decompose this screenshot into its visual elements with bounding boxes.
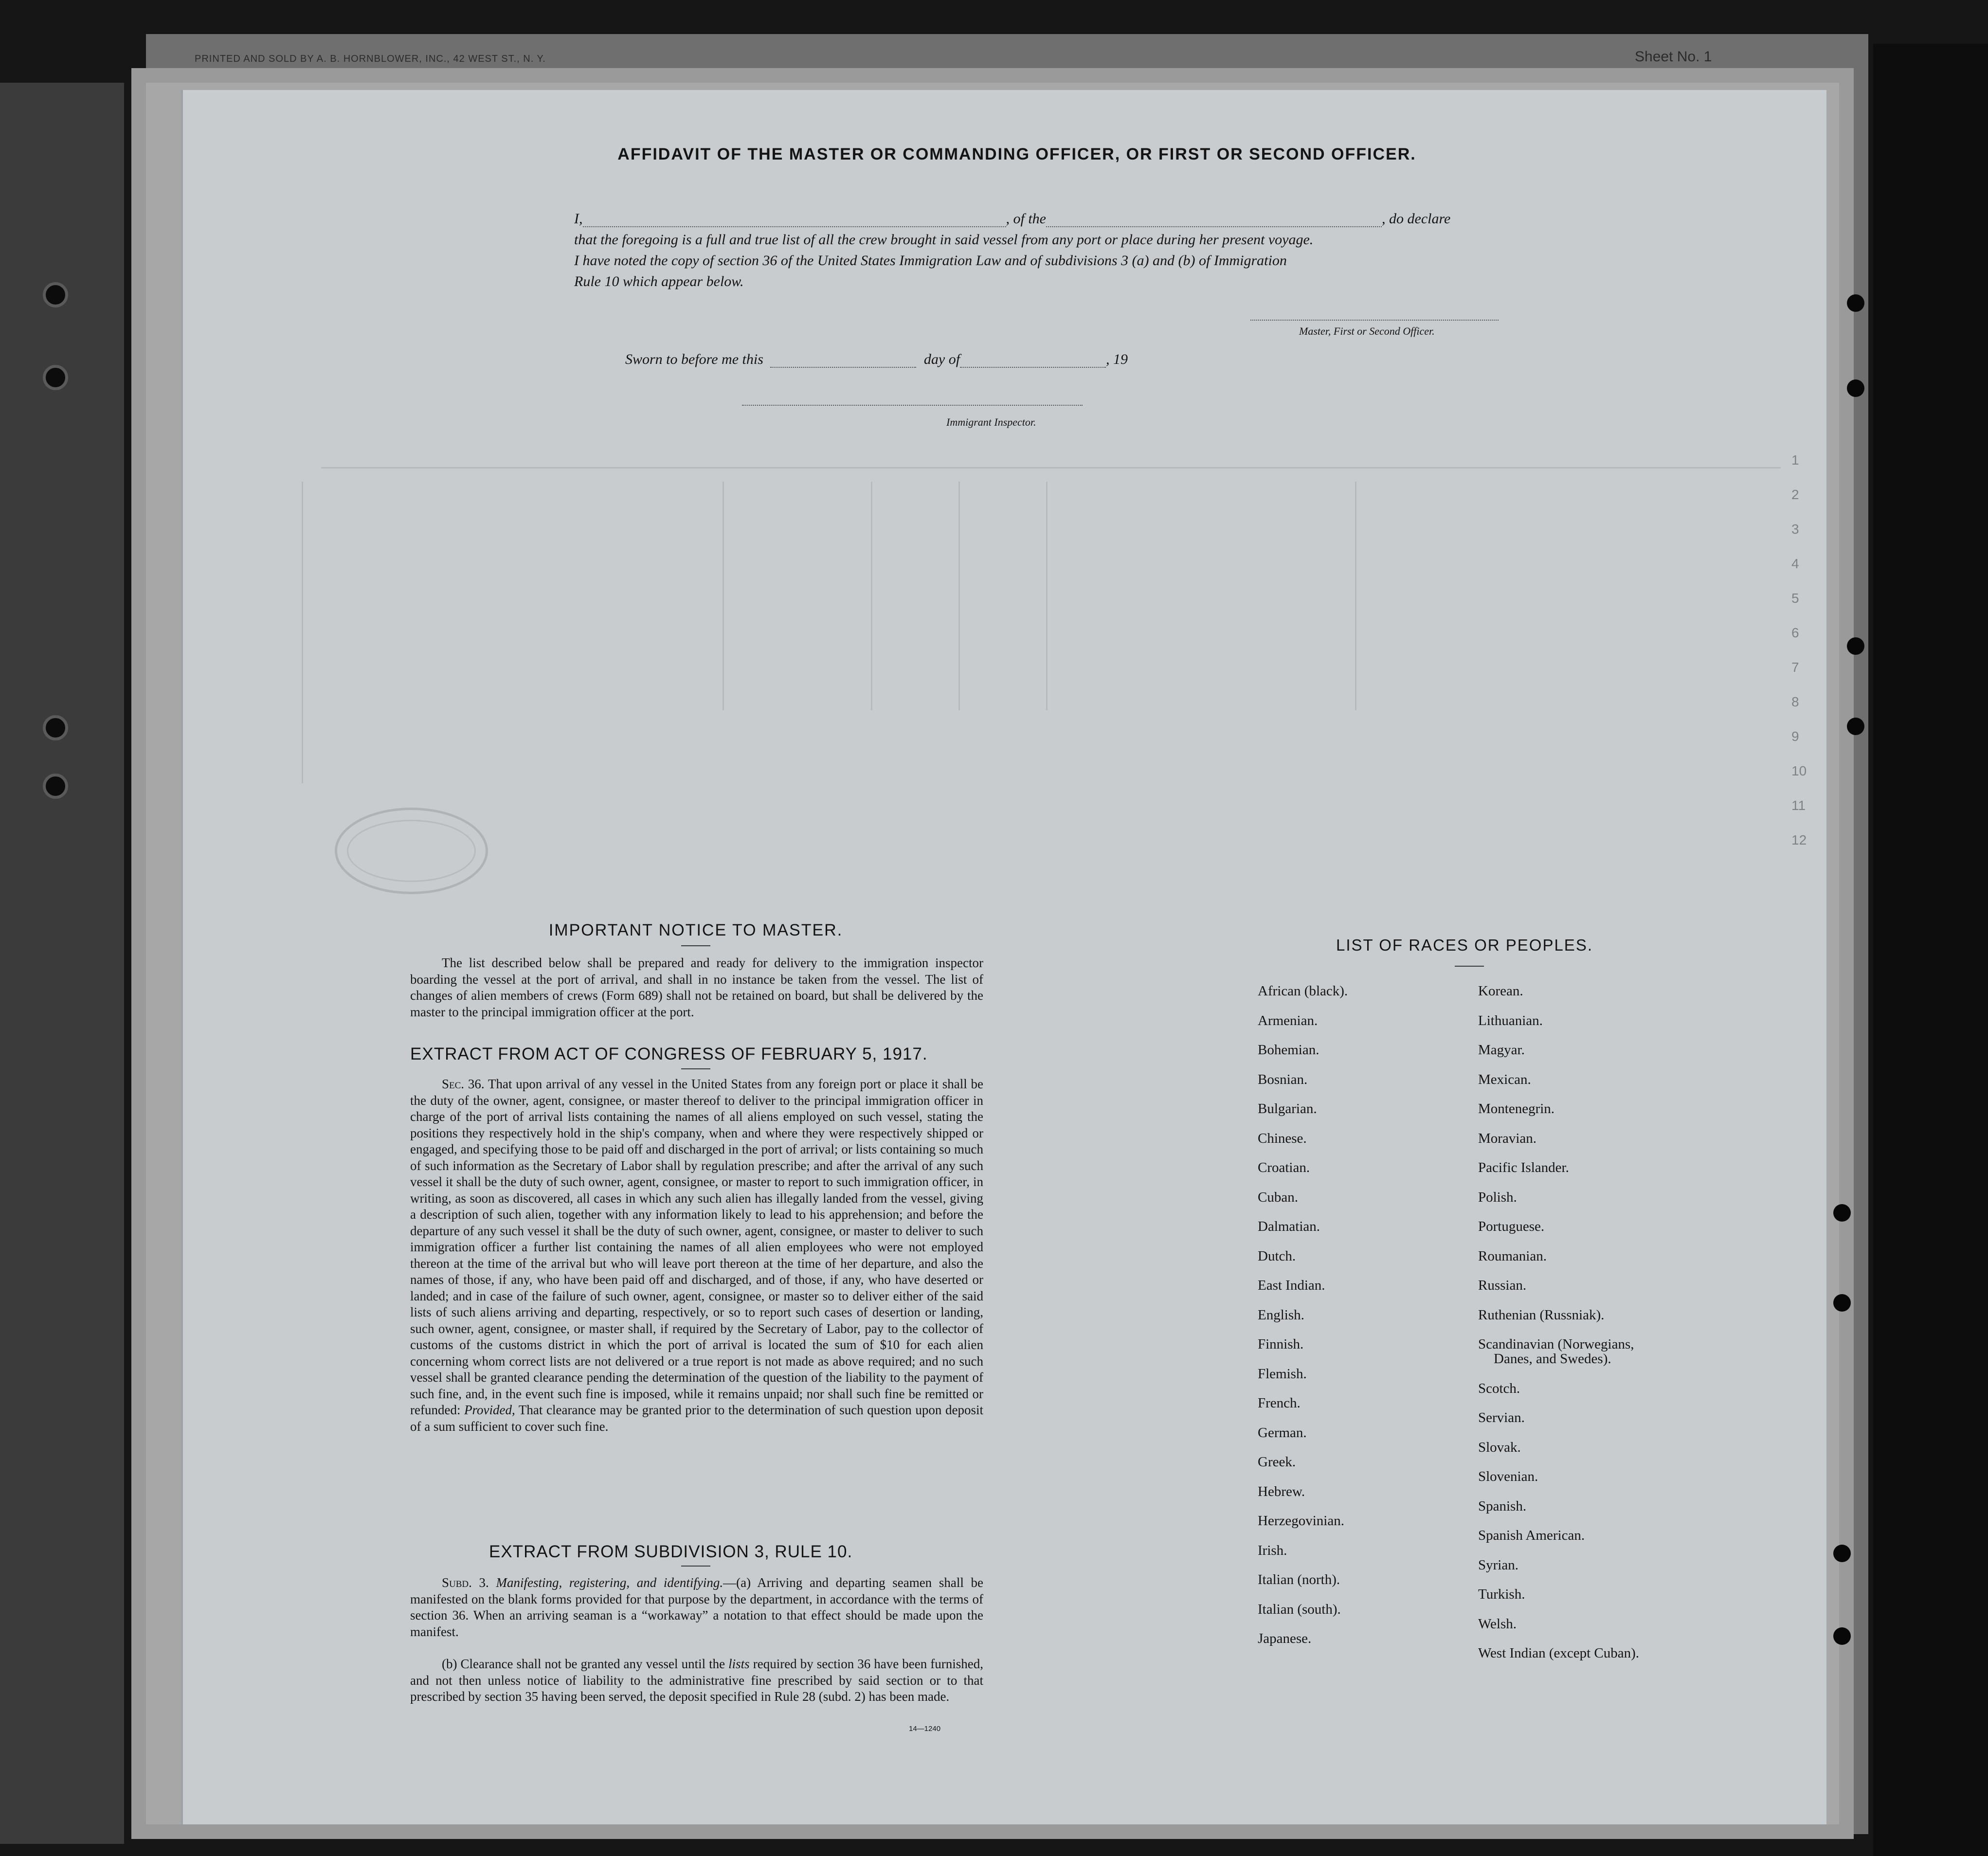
row-number: 11: [1791, 798, 1806, 813]
race-item: Montenegrin.: [1478, 1101, 1555, 1117]
row-number: 4: [1791, 556, 1799, 571]
race-item: Syrian.: [1478, 1557, 1518, 1573]
row-number: 8: [1791, 694, 1799, 709]
race-item: Turkish.: [1478, 1586, 1525, 1602]
race-item: Finnish.: [1258, 1336, 1304, 1352]
rule: [681, 1068, 710, 1069]
para-b-lists: lists: [728, 1657, 750, 1671]
row-number: 6: [1791, 625, 1799, 640]
race-item: Irish.: [1258, 1542, 1287, 1558]
sec-label: Sec. 36.: [442, 1077, 485, 1091]
affidavit-i: I,: [574, 211, 583, 227]
notice-body: The list described below shall be prepared and ready for delivery to the immigration inspector boarding the vessel at the port of arrival, and shall in no instance be taken from the vessel. The list of changes of alien members of crews (Form 689) shall not be retained on board, but shall be delivered by the master to the principal immigration officer at the port.: [410, 955, 983, 1019]
affidavit-of-the: , of the: [1006, 211, 1046, 227]
punch-hole: [1847, 379, 1864, 397]
race-item: Scandinavian (Norwegians,: [1478, 1336, 1634, 1352]
race-item: Russian.: [1478, 1278, 1527, 1293]
inspector-caption: Immigrant Inspector.: [946, 416, 1036, 428]
ghost-rule: [1046, 482, 1048, 710]
rule-heading: EXTRACT FROM SUBDIVISION 3, RULE 10.: [489, 1542, 853, 1561]
race-item: African (black).: [1258, 983, 1348, 999]
provided-text: Provided,: [464, 1403, 515, 1417]
ghost-rule: [302, 482, 303, 783]
race-item: Cuban.: [1258, 1189, 1298, 1205]
race-item: Scotch.: [1478, 1380, 1520, 1396]
race-item: West Indian (except Cuban).: [1478, 1645, 1640, 1661]
race-item: Mexican.: [1478, 1071, 1531, 1087]
ghost-rule: [958, 482, 960, 710]
rule: [1455, 966, 1484, 967]
binder-hole: [43, 774, 68, 799]
master-signature-line: [1250, 319, 1499, 321]
race-item: Italian (north).: [1258, 1572, 1340, 1587]
form-number: 14—1240: [909, 1725, 941, 1733]
race-item: Slovak.: [1478, 1439, 1521, 1455]
race-item: Armenian.: [1258, 1012, 1318, 1028]
binder-hole: [43, 715, 68, 740]
race-item: Welsh.: [1478, 1616, 1517, 1632]
race-item: French.: [1258, 1395, 1301, 1411]
binder-hole: [43, 365, 68, 390]
row-number: 5: [1791, 591, 1799, 606]
races-title: LIST OF RACES OR PEOPLES.: [1336, 936, 1593, 954]
punch-hole: [1833, 1627, 1851, 1645]
race-item: Pacific Islander.: [1478, 1160, 1569, 1175]
act-text-end: That clearance may be granted prior to the determination of such question upon deposit of a sum sufficient to cover such fine.: [410, 1403, 983, 1434]
race-item: East Indian.: [1258, 1278, 1325, 1293]
ghost-rule: [723, 482, 724, 710]
punch-hole: [1847, 637, 1864, 655]
punch-hole: [1833, 1204, 1851, 1222]
rule: [681, 1566, 710, 1567]
race-item: Spanish American.: [1478, 1528, 1585, 1543]
master-caption: Master, First or Second Officer.: [1299, 325, 1435, 337]
race-item: German.: [1258, 1424, 1307, 1441]
race-item: Flemish.: [1258, 1366, 1307, 1382]
race-item: Moravian.: [1478, 1130, 1536, 1146]
race-item: Portuguese.: [1478, 1219, 1545, 1234]
row-number: 3: [1791, 522, 1799, 537]
punch-hole: [1847, 718, 1864, 735]
sworn-text: Sworn to before me this: [625, 351, 763, 367]
race-item: Dutch.: [1258, 1248, 1296, 1264]
para-b-rest: required by section 36 have been furnished, and not then unless notice of liability to the administrative fine prescribed by said section or to that prescribed by section 35 having been served, the deposit specified in Rule 28 (subd. 2) has been made.: [410, 1657, 984, 1704]
faded-stamp: [335, 808, 488, 894]
ghost-rule: [1355, 482, 1356, 710]
rule-para-a: [410, 1575, 983, 1640]
race-item: Magyar.: [1478, 1042, 1525, 1058]
ghost-rule: [871, 482, 872, 710]
printer-line: PRINTED AND SOLD BY A. B. HORNBLOWER, INC., 42 WEST ST., N. Y.: [195, 54, 546, 64]
race-item: Polish.: [1478, 1189, 1517, 1205]
notice-title: IMPORTANT NOTICE TO MASTER.: [548, 921, 843, 939]
race-item: Croatian.: [1258, 1160, 1310, 1175]
para-b-prefix: (b) Clearance shall not be granted any vessel until the: [442, 1657, 725, 1671]
affidavit-line-1: [574, 211, 1450, 227]
race-item: Slovenian.: [1478, 1469, 1538, 1484]
subd-label: Subd. 3.: [442, 1575, 489, 1590]
day-of-text: day of: [923, 351, 960, 367]
row-number: 2: [1791, 487, 1799, 502]
race-item: Bosnian.: [1258, 1071, 1308, 1087]
race-item: Bulgarian.: [1258, 1101, 1317, 1117]
binder-hole: [43, 282, 68, 307]
row-number: 9: [1791, 729, 1799, 744]
race-item: Spanish.: [1478, 1498, 1527, 1514]
punch-hole: [1833, 1294, 1851, 1312]
race-item: Hebrew.: [1258, 1483, 1305, 1499]
sheet-number: Sheet No. 1: [1635, 49, 1712, 65]
row-number: 1: [1791, 452, 1799, 468]
right-edge-shadow: [1873, 44, 1988, 1856]
race-item: English.: [1258, 1307, 1304, 1323]
race-item: Italian (south).: [1258, 1601, 1341, 1617]
row-number: 7: [1791, 660, 1799, 675]
affidavit-line-4: Rule 10 which appear below.: [574, 273, 744, 289]
para-a-text: —(a) Arriving and departing seamen shall be manifested on the blank forms provided for that purpose by the department, in accordance with the terms of section 36. When an arriving seaman is a “workaway” a notation to that effect should be made upon the manifest.: [410, 1575, 983, 1639]
race-item: Roumanian.: [1478, 1248, 1547, 1264]
year-text: , 19: [1106, 351, 1128, 367]
race-item: Ruthenian (Russniak).: [1478, 1307, 1605, 1323]
punch-hole: [1847, 294, 1864, 312]
affidavit-line-3: I have noted the copy of section 36 of the United States Immigration Law and of subdivisions 3 (a) and (b) of Immigration: [574, 252, 1287, 269]
race-item: Herzegovinian.: [1258, 1513, 1344, 1529]
race-item: Bohemian.: [1258, 1042, 1319, 1058]
act-heading: EXTRACT FROM ACT OF CONGRESS OF FEBRUARY 5, 1917.: [410, 1045, 928, 1063]
row-number: 10: [1791, 763, 1807, 778]
binder-strip: [0, 83, 124, 1844]
race-item: Japanese.: [1258, 1631, 1312, 1646]
race-item: Greek.: [1258, 1454, 1296, 1470]
inspector-signature-line: [742, 404, 1083, 406]
race-item: Dalmatian.: [1258, 1219, 1320, 1234]
race-item: Korean.: [1478, 983, 1523, 999]
race-item: Danes, and Swedes).: [1494, 1351, 1611, 1367]
act-body: [410, 1076, 983, 1435]
punch-hole: [1833, 1545, 1851, 1562]
rule-para-b: [410, 1656, 983, 1705]
subd-title: Manifesting, registering, and identifying.: [496, 1575, 723, 1590]
race-item: Chinese.: [1258, 1130, 1307, 1146]
act-text: That upon arrival of any vessel in the United States from any foreign port or place it shall be the duty of the owner, agent, consignee, or master thereof to deliver to the principal immigration officer in charge of the port of arrival lists containing the names of all aliens employed on such vessel, stating the positions they respectively hold in the ship's company, when and where they were respectively shipped or engaged, and specifying those to be paid off and discharged in the port of arrival; or lists containing so much of such information as the Secretary of Labor shall by regulation prescribe; and after the arrival of any such vessel it shall be the duty of such owner, agent, consignee, or master to report to such immigration officer, in writing, as soon as discovered, all cases in which any such alien has illegally landed from the vessel, giving a description of such alien, together with any information likely to lead to his apprehension; and before the departure of any such vessel it shall be the duty of such owner, agent, consignee, or master to deliver to such immigration officer a further list containing the names of all alien employees who were not employed thereon at the time of the arrival but who will leave port thereon at the time of her departure, and also the names of those, if any, who have been paid off and discharged, and of those, if any, who have deserted or landed; and in case of the failure of such owner, agent, consignee, or master so to deliver either of the said lists of such aliens arriving and departing, respectively, or so to report such cases of desertion or landing, such owner, agent, consignee, or master shall, if required by the Secretary of Labor, pay to the collector of customs of the customs district in which the port of arrival is located the sum of $10 for each alien concerning whom correct lists are not delivered or a true report is not made as above required; and no such vessel shall be granted clearance pending the determination of the question of the liability to the payment of such fine, and, in the event such fine is imposed, while it remains unpaid; nor shall such fine be remitted or refunded:: [410, 1077, 984, 1417]
affidavit-declare: , do declare: [1382, 211, 1451, 227]
race-item: Servian.: [1478, 1410, 1525, 1425]
row-number: 12: [1791, 832, 1807, 847]
rule: [681, 945, 710, 946]
ghost-rule: [321, 467, 1781, 469]
affidavit-line-2: that the foregoing is a full and true list of all the crew brought in said vessel from any port or place during her present voyage.: [574, 232, 1314, 248]
sworn-line: [625, 351, 1128, 368]
affidavit-title: AFFIDAVIT OF THE MASTER OR COMMANDING OFFICER, OR FIRST OR SECOND OFFICER.: [617, 145, 1416, 163]
race-item: Lithuanian.: [1478, 1012, 1543, 1028]
